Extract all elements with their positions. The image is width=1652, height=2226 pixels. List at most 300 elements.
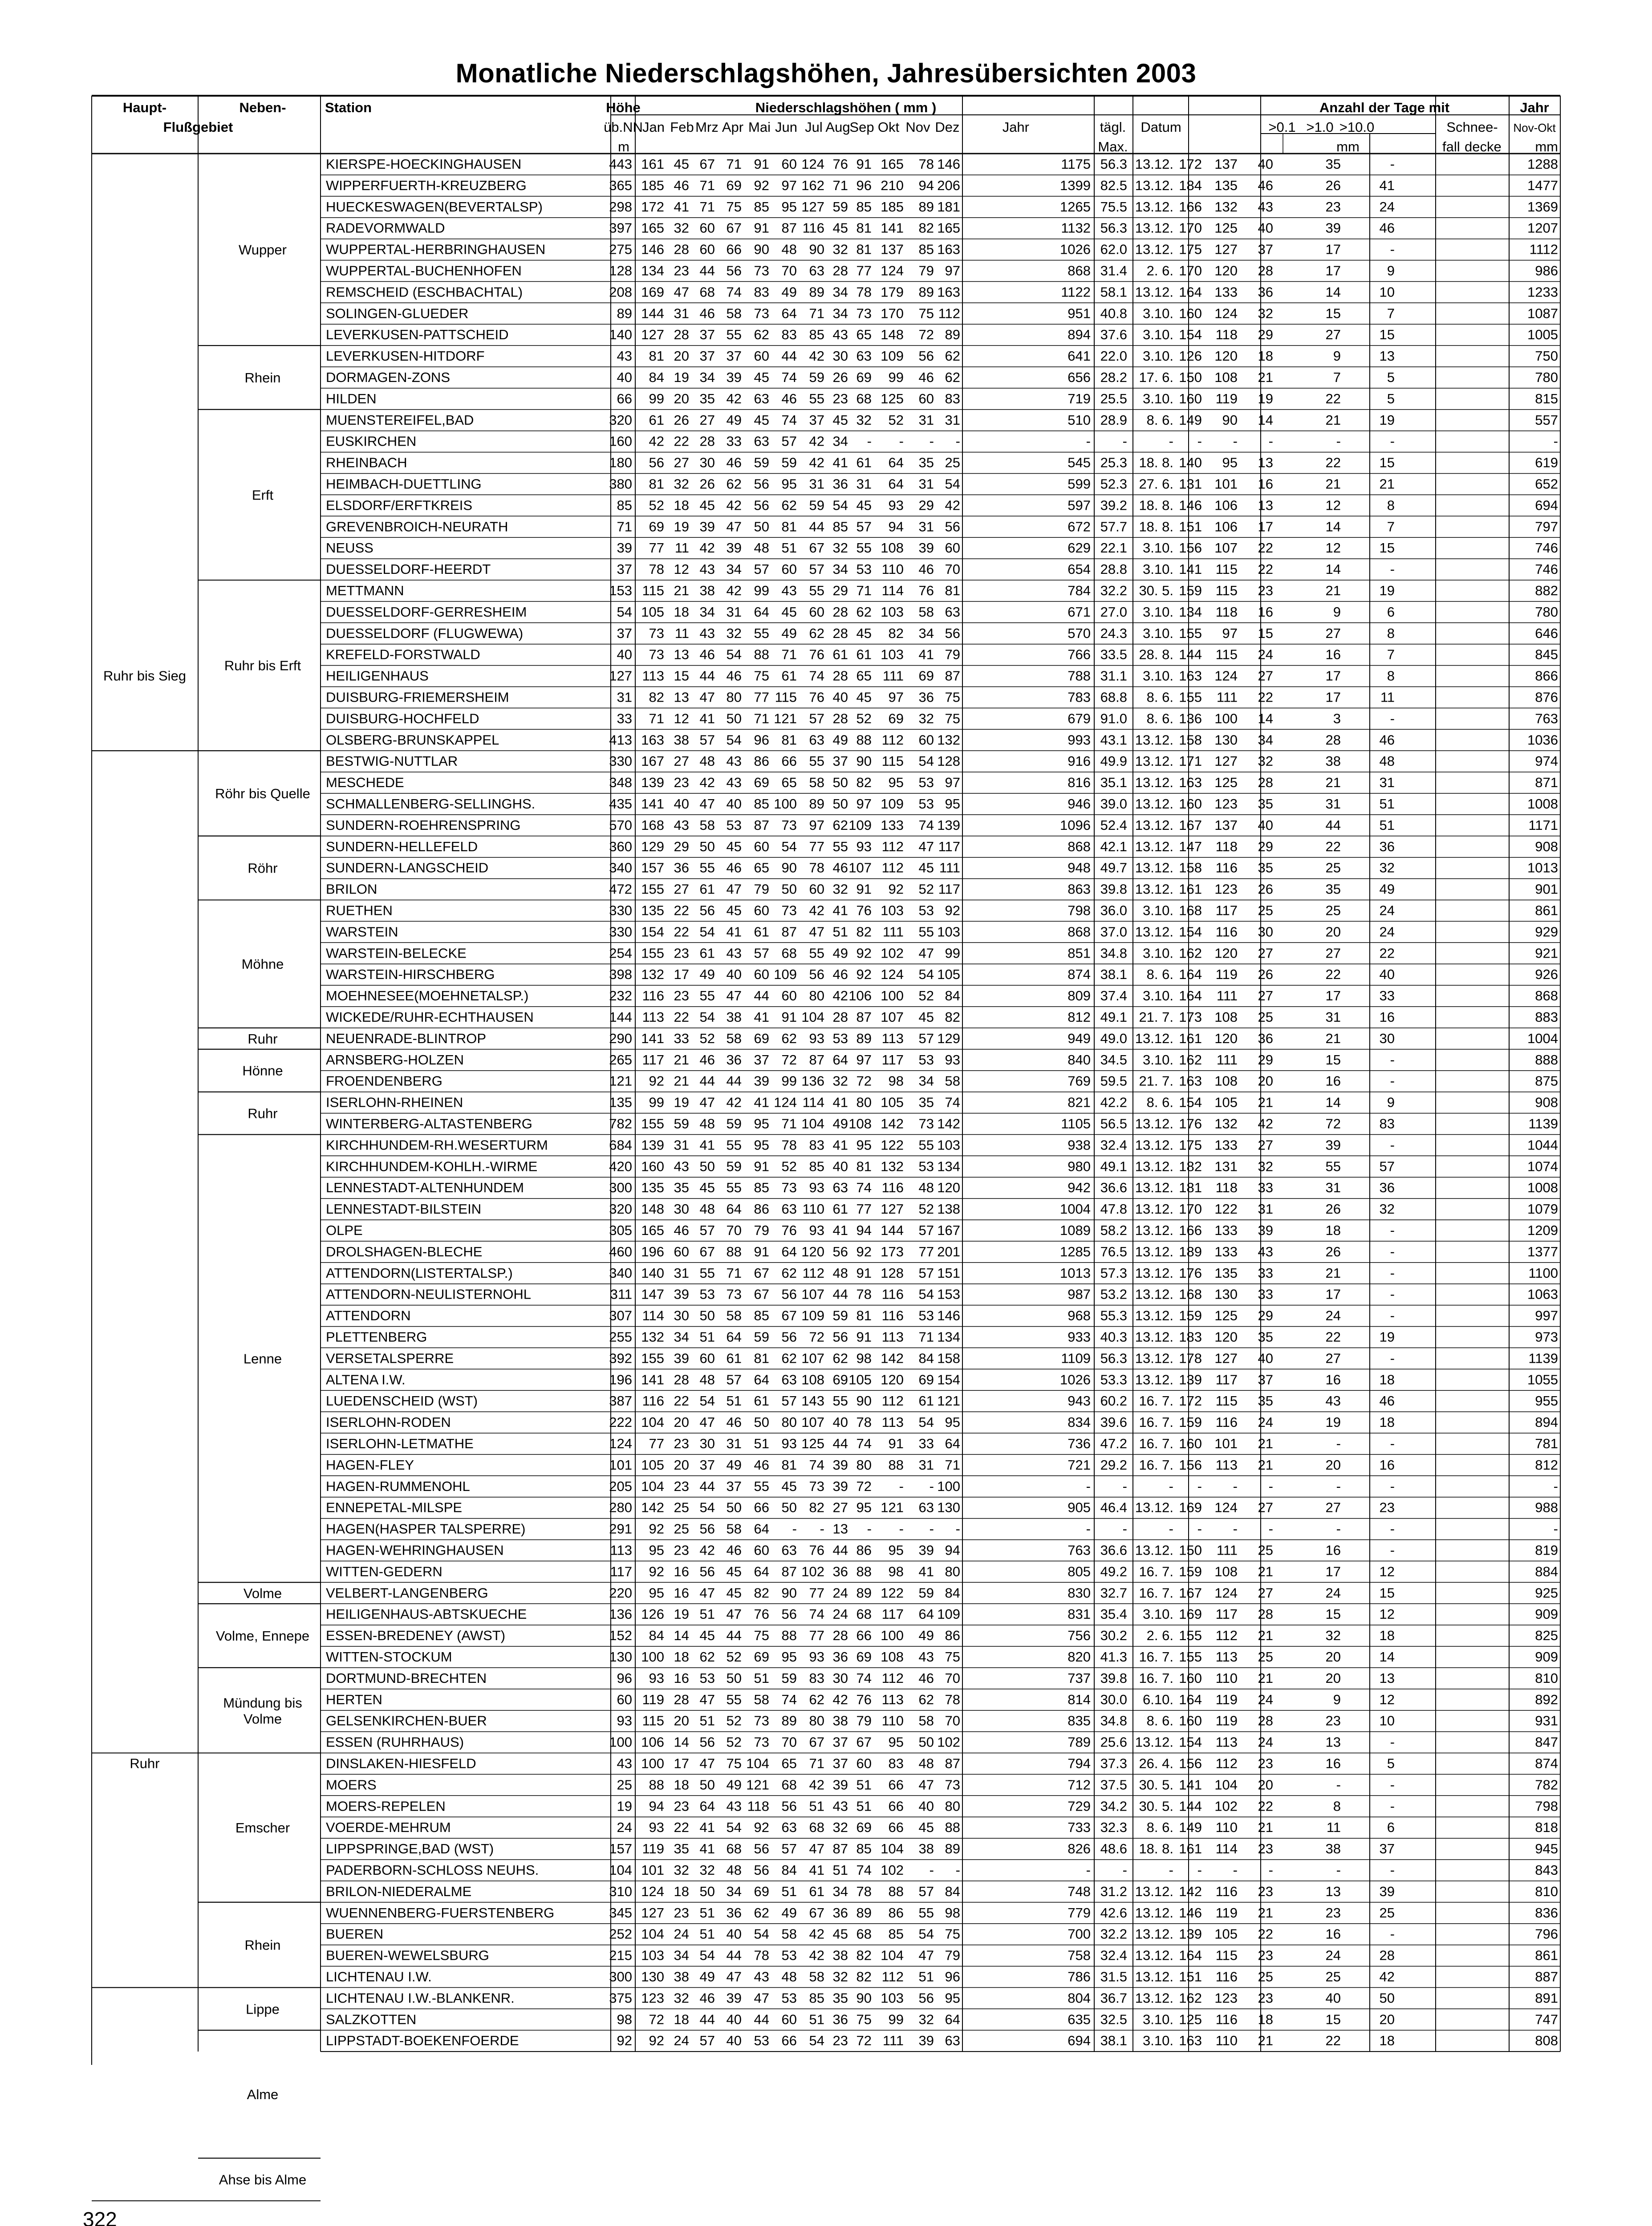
cell-value: 130 (1214, 1286, 1238, 1302)
cell-value: 68 (699, 284, 715, 300)
cell-value: 35 (1258, 1329, 1273, 1345)
cell-value: 136 (1179, 711, 1202, 727)
cell-value: 148 (641, 1201, 664, 1217)
cell-value: 70 (781, 263, 797, 279)
cell-value: 38 (699, 583, 715, 598)
cell-value: 1013 (1527, 860, 1558, 876)
cell-value: 63 (781, 1820, 797, 1836)
cell-value: 61 (699, 945, 715, 961)
cell-value: 345 (609, 1905, 632, 1921)
cell-value: 39 (674, 1350, 689, 1366)
cell-value: 46 (699, 646, 715, 662)
cell-value: 69 (856, 1649, 872, 1665)
cell-value: 119 (642, 1691, 664, 1707)
cell-value: 27 (1258, 945, 1273, 961)
cell-value: - (1086, 1521, 1091, 1537)
cell-value: 65 (781, 1755, 797, 1771)
cell-value: 62 (918, 1691, 934, 1707)
cell-value: 51 (1379, 796, 1395, 812)
cell-value: 168 (1179, 902, 1202, 918)
cell-value: 85 (832, 519, 848, 535)
cell-value: 39.6 (1100, 1414, 1127, 1430)
cell-value: 17 (1325, 689, 1341, 705)
cell-value: 43 (1258, 1243, 1273, 1259)
cell-value: 112 (881, 1969, 904, 1985)
cell-value: - (1390, 1286, 1395, 1302)
station-name: LENNESTADT-BILSTEIN (326, 1201, 482, 1217)
cell-value: 36 (832, 2011, 848, 2027)
cell-value: 74 (856, 1670, 872, 1686)
cell-value: 23 (1258, 583, 1273, 598)
station-name: OLSBERG-BRUNSKAPPEL (326, 732, 499, 748)
cell-value: - (1336, 1862, 1341, 1878)
cell-value: 97 (945, 263, 960, 279)
station-name: WUPPERTAL-HERBRINGHAUSEN (326, 241, 546, 257)
header-ge01: >0.1 (1268, 119, 1296, 135)
cell-value: 684 (609, 1137, 632, 1153)
cell-value: 59 (781, 455, 797, 471)
cell-value: 56 (699, 1734, 715, 1750)
cell-value: 916 (1068, 753, 1091, 769)
cell-value: 89 (918, 284, 934, 300)
cell-value: 135 (609, 1094, 632, 1110)
cell-value: 788 (1068, 668, 1091, 684)
cell-value: 1096 (1060, 817, 1091, 833)
cell-value: 111 (1216, 689, 1238, 705)
cell-value: 21. 7. (1139, 1009, 1173, 1025)
cell-value: 21 (1325, 1030, 1341, 1046)
cell-value: 40 (1258, 156, 1273, 172)
cell-value: 93 (649, 1820, 664, 1836)
cell-value: 37 (832, 1734, 848, 1750)
cell-value: 810 (1535, 1883, 1558, 1899)
cell-value: 57 (754, 561, 769, 577)
cell-value: 39 (726, 370, 742, 385)
station-name: VELBERT-LANGENBERG (326, 1585, 488, 1601)
cell-value: 66 (781, 753, 797, 769)
cell-value: 24.3 (1100, 625, 1127, 641)
cell-value: 58 (726, 1308, 742, 1324)
cell-value: 151 (1179, 519, 1202, 535)
cell-value: 155 (1179, 1649, 1202, 1665)
cell-value: 61 (832, 1201, 848, 1217)
cell-value: 67 (726, 220, 742, 236)
cell-value: 91 (754, 156, 769, 172)
cell-value: 89 (856, 1030, 872, 1046)
cell-value: 54 (918, 1414, 934, 1430)
cell-value: 27 (1325, 327, 1341, 343)
cell-value: 115 (642, 583, 664, 598)
cell-value: 83 (754, 284, 769, 300)
cell-value: 97 (1222, 625, 1238, 641)
cell-value: - (867, 433, 872, 449)
cell-value: 55 (918, 1137, 934, 1153)
cell-value: 60 (945, 540, 960, 556)
cell-value: 53 (781, 1990, 797, 2006)
cell-value: 38 (1325, 753, 1341, 769)
cell-value: 117 (938, 838, 960, 854)
cell-value: 138 (937, 1201, 960, 1217)
header-month-nov: Nov (905, 119, 930, 135)
cell-value: 44 (781, 348, 797, 364)
cell-value: 3.10. (1143, 625, 1173, 641)
cell-value: 22 (674, 1393, 689, 1409)
cell-value: 127 (641, 327, 664, 343)
cell-value: 95 (754, 1137, 769, 1153)
cell-value: 60 (918, 390, 934, 406)
cell-value: 39.0 (1100, 796, 1127, 812)
subgroup-label: Wupper (239, 242, 287, 258)
cell-value: 69 (832, 1372, 848, 1388)
cell-value: 91 (888, 1436, 904, 1451)
cell-value: 671 (1068, 604, 1091, 620)
cell-value: 779 (1068, 1905, 1091, 1921)
cell-value: 23 (674, 263, 689, 279)
cell-value: 3.10. (1143, 902, 1173, 918)
cell-value: 40 (1379, 967, 1395, 983)
cell-value: 986 (1535, 263, 1558, 279)
cell-value: 120 (1214, 263, 1238, 279)
cell-value: 60 (754, 348, 769, 364)
cell-value: 8 (1387, 497, 1395, 513)
cell-value: 13.12. (1135, 1329, 1173, 1345)
cell-value: - (929, 1862, 934, 1878)
cell-value: 763 (1535, 711, 1558, 727)
cell-value: 112 (881, 838, 904, 854)
cell-value: 798 (1535, 1798, 1558, 1814)
cell-value: 851 (1068, 945, 1091, 961)
cell-value: 65 (781, 775, 797, 791)
cell-value: 135 (641, 1180, 664, 1196)
cell-value: 71 (726, 156, 742, 172)
cell-value: 85 (856, 1841, 872, 1857)
cell-value: 56 (726, 263, 742, 279)
cell-value: 65 (856, 327, 872, 343)
cell-value: - (1390, 1223, 1395, 1238)
cell-value: 94 (856, 1223, 872, 1238)
cell-value: 32 (674, 1990, 689, 2006)
cell-value: 30 (832, 348, 848, 364)
cell-value: 27 (674, 881, 689, 897)
cell-value: 14 (1325, 561, 1341, 577)
cell-value: 105 (881, 1094, 904, 1110)
station-name: METTMANN (326, 583, 404, 598)
cell-value: 161 (641, 156, 664, 172)
cell-value: 24 (1325, 1308, 1341, 1324)
header-month-jan: Jan (642, 119, 665, 135)
cell-value: 14 (1325, 284, 1341, 300)
cell-value: 45 (754, 370, 769, 385)
cell-value: 55 (726, 1691, 742, 1707)
cell-value: 22 (674, 1009, 689, 1025)
cell-value: 93 (809, 1180, 824, 1196)
cell-value: 92 (649, 2033, 664, 2049)
station-name: HAGEN(HASPER TALSPERRE) (326, 1521, 526, 1537)
cell-value: 36 (832, 1564, 848, 1580)
header-month-sep: Sep (849, 119, 874, 135)
cell-value: 23 (674, 988, 689, 1004)
cell-value: - (1390, 1436, 1395, 1451)
cell-value: 3.10. (1143, 668, 1173, 684)
cell-value: 360 (609, 838, 632, 854)
cell-value: 142 (641, 1499, 664, 1515)
cell-value: 115 (1215, 1947, 1238, 1963)
cell-value: 26 (1325, 177, 1341, 193)
cell-value: 55 (918, 924, 934, 940)
cell-value: 1132 (1061, 220, 1091, 236)
cell-value: 22 (1325, 967, 1341, 983)
cell-value: 51 (754, 1436, 769, 1451)
cell-value: 736 (1068, 1436, 1091, 1451)
cell-value: 9 (1333, 348, 1341, 364)
station-name: LENNESTADT-ALTENHUNDEM (326, 1180, 524, 1196)
cell-value: 835 (1068, 1713, 1091, 1729)
cell-value: 100 (881, 988, 904, 1004)
cell-value: 92 (754, 177, 769, 193)
cell-value: 107 (801, 1286, 824, 1302)
cell-value: 48 (699, 1201, 715, 1217)
cell-value: 380 (609, 476, 632, 492)
cell-value: 128 (609, 263, 632, 279)
cell-value: 821 (1068, 1094, 1091, 1110)
cell-value: 57 (918, 1223, 934, 1238)
station-name: DUISBURG-FRIEMERSHEIM (326, 689, 509, 705)
cell-value: 55 (809, 945, 824, 961)
cell-value: 25 (1258, 902, 1273, 918)
cell-value: 56 (832, 1329, 848, 1345)
cell-value: 73 (781, 817, 797, 833)
cell-value: 27 (1258, 988, 1273, 1004)
cell-value: 29 (1258, 327, 1273, 343)
cell-value: 30 (699, 455, 715, 471)
cell-value: 90 (856, 753, 872, 769)
cell-value: 172 (1179, 1393, 1202, 1409)
cell-value: - (1390, 1734, 1395, 1750)
cell-value: 69 (754, 1883, 769, 1899)
cell-value: 25 (674, 1499, 689, 1515)
cell-value: 116 (881, 1286, 904, 1302)
station-name: MUENSTEREIFEL,BAD (326, 412, 474, 428)
cell-value: 37.0 (1100, 924, 1127, 940)
cell-value: 139 (1179, 1926, 1202, 1942)
cell-value: 113 (1215, 1734, 1238, 1750)
cell-value: 63 (809, 263, 824, 279)
cell-value: 955 (1535, 1393, 1558, 1409)
cell-value: 13.12. (1135, 1243, 1173, 1259)
cell-value: 460 (609, 1243, 632, 1259)
cell-value: 43 (699, 561, 715, 577)
cell-value: 108 (1214, 1564, 1238, 1580)
cell-value: 32.2 (1100, 583, 1127, 598)
cell-value: 931 (1535, 1713, 1558, 1729)
cell-value: 99 (781, 1073, 797, 1089)
header-month-okt: Okt (877, 119, 900, 135)
cell-value: 50 (832, 775, 848, 791)
cell-value: 76 (918, 583, 934, 598)
cell-value: 90 (781, 860, 797, 876)
cell-value: 108 (1214, 1073, 1238, 1089)
cell-value: 92 (888, 881, 904, 897)
cell-value: 72 (1325, 1116, 1341, 1132)
cell-value: - (1169, 433, 1173, 449)
cell-value: 61 (699, 881, 715, 897)
cell-value: 24 (1379, 199, 1395, 215)
cell-value: 118 (1215, 1180, 1238, 1196)
cell-value: 76.5 (1100, 1243, 1127, 1259)
cell-value: 129 (641, 838, 664, 854)
cell-value: 24 (1379, 902, 1395, 918)
cell-value: 67 (754, 1286, 769, 1302)
cell-value: 49 (781, 284, 797, 300)
station-name: DROLSHAGEN-BLECHE (326, 1243, 483, 1259)
cell-value: 41 (832, 1137, 848, 1153)
cell-value: 54 (699, 924, 715, 940)
cell-value: 164 (1179, 988, 1202, 1004)
cell-value: 181 (937, 199, 960, 215)
cell-value: 1008 (1527, 1180, 1558, 1196)
cell-value: 128 (881, 1265, 904, 1281)
cell-value: 85 (754, 1180, 769, 1196)
cell-value: 122 (881, 1585, 904, 1601)
cell-value: 56 (754, 1841, 769, 1857)
cell-value: 167 (937, 1223, 960, 1238)
cell-value: 156 (1179, 1457, 1202, 1473)
cell-value: 40 (726, 2033, 742, 2049)
cell-value: 905 (1068, 1499, 1091, 1515)
cell-value: 26 (1325, 1243, 1341, 1259)
cell-value: 9 (1333, 604, 1341, 620)
cell-value: 340 (609, 860, 632, 876)
cell-value: 164 (1179, 1691, 1202, 1707)
cell-value: 57.7 (1100, 519, 1127, 535)
cell-value: 46 (754, 1457, 769, 1473)
cell-value: 36 (1258, 284, 1273, 300)
cell-value: 49 (699, 1969, 715, 1985)
cell-value: 834 (1068, 1414, 1091, 1430)
cell-value: 71 (649, 711, 664, 727)
cell-value: 55 (832, 838, 848, 854)
cell-value: 51 (809, 2011, 824, 2027)
cell-value: 90 (781, 1585, 797, 1601)
cell-value: 75 (726, 199, 742, 215)
cell-value: 3.10. (1143, 2011, 1173, 2027)
cell-value: 63 (754, 390, 769, 406)
cell-value: 16 (674, 1670, 689, 1686)
cell-value: 153 (937, 1286, 960, 1302)
cell-value: 78 (945, 1691, 960, 1707)
cell-value: 18. 8. (1139, 519, 1173, 535)
cell-value: 43 (617, 348, 632, 364)
cell-value: 96 (856, 177, 872, 193)
cell-value: 42 (809, 902, 824, 918)
cell-value: 39 (674, 1286, 689, 1302)
cell-value: 81 (649, 476, 664, 492)
station-name: ATTENDORN(LISTERTALSP.) (326, 1265, 513, 1281)
cell-value: - (1390, 241, 1395, 257)
cell-value: 162 (1179, 1990, 1202, 2006)
cell-value: 53 (781, 1947, 797, 1963)
cell-value: 59 (754, 1329, 769, 1345)
cell-value: 62 (945, 348, 960, 364)
cell-value: 19 (674, 519, 689, 535)
cell-value: 45 (832, 1926, 848, 1942)
cell-value: 41 (832, 902, 848, 918)
cell-value: 15 (674, 668, 689, 684)
cell-value: 54 (918, 1286, 934, 1302)
station-name: SCHMALLENBERG-SELLINGHS. (326, 796, 536, 812)
cell-value: 115 (642, 1713, 664, 1729)
cell-value: 73 (856, 305, 872, 321)
cell-value: 22 (674, 1820, 689, 1836)
cell-value: 52 (649, 497, 664, 513)
cell-value: 16 (1325, 1073, 1341, 1089)
cell-value: 36 (1379, 838, 1395, 854)
cell-value: 88 (888, 1457, 904, 1473)
cell-value: 348 (609, 775, 632, 791)
cell-value: 114 (802, 1094, 824, 1110)
cell-value: 161 (1179, 1030, 1202, 1046)
cell-value: 91 (856, 1265, 872, 1281)
cell-value: 35 (1258, 860, 1273, 876)
cell-value: 46 (674, 1223, 689, 1238)
cell-value: 11 (1326, 1820, 1341, 1836)
cell-value: 2. 6. (1146, 1628, 1173, 1644)
cell-value: 83 (809, 1137, 824, 1153)
cell-value: 21 (1258, 1820, 1273, 1836)
cell-value: 75 (754, 1628, 769, 1644)
cell-value: 320 (609, 1201, 632, 1217)
cell-value: 52 (918, 988, 934, 1004)
cell-value: 111 (1216, 1542, 1238, 1558)
cell-value: 18 (674, 1777, 689, 1793)
station-name: ALTENA I.W. (326, 1372, 406, 1388)
cell-value: 113 (610, 1542, 632, 1558)
cell-value: 34 (726, 1883, 742, 1899)
cell-value: 95 (945, 1990, 960, 2006)
cell-value: 111 (1216, 988, 1238, 1004)
header-month-jul: Jul (805, 119, 823, 135)
cell-value: 103 (881, 604, 904, 620)
cell-value: 13.12. (1135, 1499, 1173, 1515)
cell-value: 330 (609, 924, 632, 940)
cell-value: 16 (1258, 476, 1273, 492)
cell-value: 13 (1325, 1734, 1341, 1750)
cell-value: 49 (918, 1628, 934, 1644)
cell-value: 39 (699, 519, 715, 535)
cell-value: 68 (856, 390, 872, 406)
subgroup-label: Emscher (235, 1820, 290, 1836)
cell-value: 74 (781, 412, 797, 428)
cell-value: 570 (609, 817, 632, 833)
cell-value: 163 (937, 284, 960, 300)
cell-value: 56 (754, 1862, 769, 1878)
cell-value: 700 (1068, 1926, 1091, 1942)
cell-value: 35 (1325, 156, 1341, 172)
cell-value: 56.3 (1100, 1350, 1127, 1366)
cell-value: 113 (1215, 1649, 1238, 1665)
cell-value: 891 (1535, 1990, 1558, 2006)
cell-value: 71 (699, 177, 715, 193)
cell-value: 124 (881, 263, 904, 279)
cell-value: 113 (1215, 1457, 1238, 1473)
page-title: Monatliche Niederschlagshöhen, Jahresübersichten 2003 (455, 58, 1197, 88)
cell-value: 13.12. (1135, 1926, 1173, 1942)
cell-value: 60 (754, 967, 769, 983)
cell-value: 48 (699, 753, 715, 769)
cell-value: 45 (674, 156, 689, 172)
cell-value: 46 (726, 1414, 742, 1430)
cell-value: 27 (1258, 1137, 1273, 1153)
